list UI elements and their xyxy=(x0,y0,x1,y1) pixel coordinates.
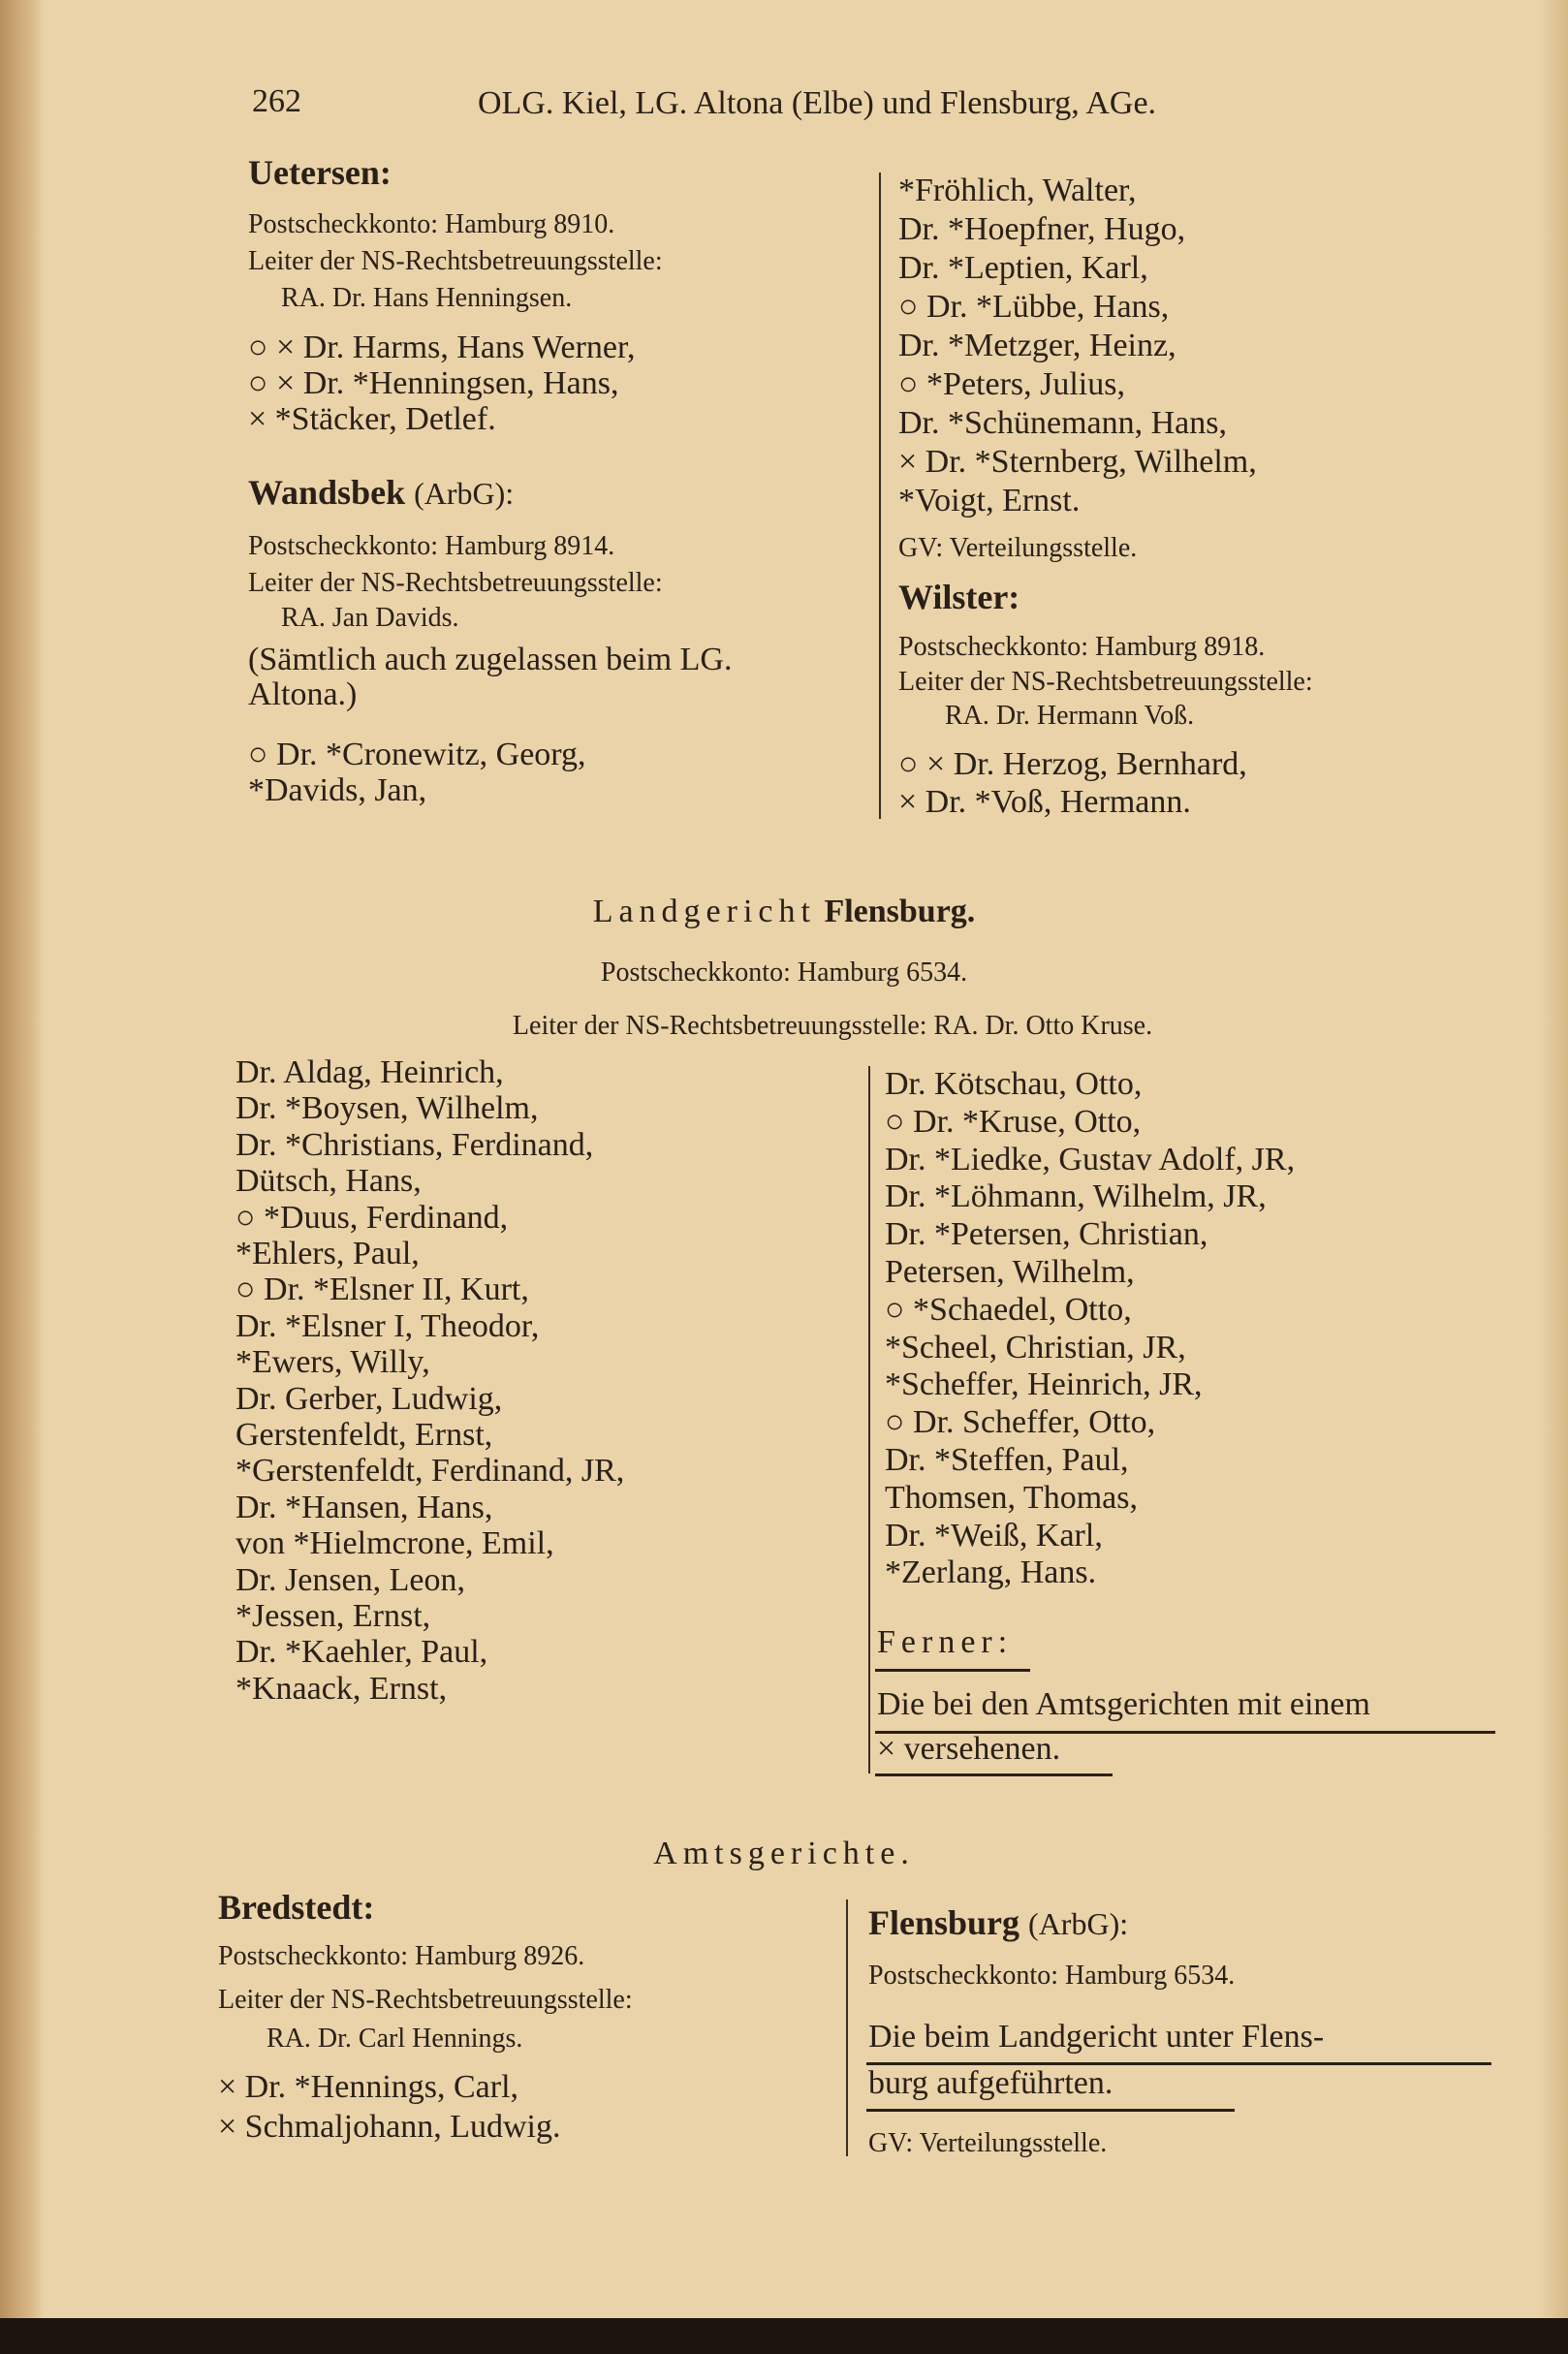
leiter-label-bredstedt: Leiter der NS-Rechtsbetreuungsstelle: xyxy=(218,1985,633,2015)
list-item: *Davids, Jan, xyxy=(248,772,427,808)
list-item: Dr. *Schünemann, Hans, xyxy=(898,405,1228,441)
list-item: Dr. Jensen, Leon, xyxy=(235,1561,466,1598)
list-item: × Schmaljohann, Ludwig. xyxy=(218,2109,561,2145)
running-title: OLG. Kiel, LG. Altona (Elbe) und Flensburg, AGe. xyxy=(478,85,1157,121)
ferner-underline xyxy=(875,1669,1030,1672)
list-item: Dr. *Liedke, Gustav Adolf, JR, xyxy=(885,1141,1296,1177)
leiter-name-uetersen: RA. Dr. Hans Henningsen. xyxy=(281,283,573,313)
list-item: × *Stäcker, Detlef. xyxy=(248,401,496,437)
leiter-label-uetersen: Leiter der NS-Rechtsbetreuungsstelle: xyxy=(248,246,663,276)
postscheck-landgericht: Postscheckkonto: Hamburg 6534. xyxy=(600,957,968,988)
list-item: Dr. *Weiß, Karl, xyxy=(885,1517,1103,1554)
list-item: *Ehlers, Paul, xyxy=(235,1236,420,1271)
list-item: Dütsch, Hans, xyxy=(235,1163,422,1200)
postscheck-bredstedt: Postscheckkonto: Hamburg 8926. xyxy=(218,1941,585,1971)
section-heading-uetersen: Uetersen: xyxy=(248,153,392,192)
note-line-2: Altona.) xyxy=(248,676,358,712)
title-name: Flensburg. xyxy=(824,894,976,929)
leiter-name-wilster: RA. Dr. Hermann Voß. xyxy=(945,701,1195,731)
column-divider-top xyxy=(879,173,881,819)
list-item: ○ *Duus, Ferdinand, xyxy=(235,1199,509,1236)
list-item: ○ × Dr. Herzog, Bernhard, xyxy=(898,746,1247,782)
list-item: Thomsen, Thomas, xyxy=(885,1479,1138,1516)
list-item: Dr. Gerber, Ludwig, xyxy=(235,1380,503,1417)
column-divider-middle xyxy=(868,1066,870,1773)
list-item: *Jessen, Ernst, xyxy=(235,1598,431,1634)
list-item: *Scheel, Christian, JR, xyxy=(885,1329,1186,1365)
leiter-landgericht: Leiter der NS-Rechtsbetreuungsstelle: RA. Dr. Otto Kruse. xyxy=(512,1011,1153,1041)
list-item: von *Hielmcrone, Emil, xyxy=(235,1525,554,1562)
flensburg-line-2-underline xyxy=(866,2109,1235,2112)
section-heading-flensburg xyxy=(868,1905,1128,1940)
list-item: *Zerlang, Hans. xyxy=(885,1554,1097,1591)
heading-suffix: (ArbG): xyxy=(1028,1906,1129,1941)
postscheck-uetersen: Postscheckkonto: Hamburg 8910. xyxy=(248,209,615,239)
list-item: ○ *Peters, Julius, xyxy=(898,366,1125,402)
list-item: Dr. *Löhmann, Wilhelm, JR, xyxy=(885,1178,1267,1215)
list-item: Dr. *Kaehler, Paul, xyxy=(235,1634,488,1671)
list-item: ○ Dr. *Lübbe, Hans, xyxy=(898,289,1170,325)
list-item: ○ Dr. *Elsner II, Kurt, xyxy=(235,1271,529,1308)
list-item: Petersen, Wilhelm, xyxy=(885,1254,1135,1290)
leiter-label-wandsbek: Leiter der NS-Rechtsbetreuungsstelle: xyxy=(248,568,663,598)
gv-note-wandsbek: GV: Verteilungsstelle. xyxy=(898,533,1138,563)
ferner-line-2-underline xyxy=(875,1773,1113,1776)
section-heading-wandsbek xyxy=(248,475,514,510)
list-item: Dr. *Hoepfner, Hugo, xyxy=(898,211,1186,247)
ferner-line-2: × versehenen. xyxy=(877,1731,1061,1767)
list-item: Dr. *Hansen, Hans, xyxy=(235,1489,493,1525)
list-item: *Voigt, Ernst. xyxy=(898,483,1081,518)
list-item: *Gerstenfeldt, Ferdinand, JR, xyxy=(235,1453,625,1490)
list-item: Dr. *Leptien, Karl, xyxy=(898,250,1148,286)
postscheck-flensburg: Postscheckkonto: Hamburg 6534. xyxy=(868,1961,1236,1991)
list-item: ○ × Dr. *Henningsen, Hans, xyxy=(248,365,619,401)
leiter-name-wandsbek: RA. Jan Davids. xyxy=(281,603,459,633)
list-item: ○ Dr. *Kruse, Otto, xyxy=(885,1103,1142,1140)
flensburg-line-1: Die beim Landgericht unter Flens- xyxy=(868,2019,1325,2055)
gv-note-flensburg: GV: Verteilungsstelle. xyxy=(868,2128,1108,2158)
page-edge-right xyxy=(1539,0,1568,2354)
list-item: Dr. *Boysen, Wilhelm, xyxy=(235,1090,539,1127)
list-item: ○ Dr. *Cronewitz, Georg, xyxy=(248,737,586,772)
list-item: × Dr. *Voß, Hermann. xyxy=(898,784,1191,820)
list-item: Dr. *Petersen, Christian, xyxy=(885,1216,1208,1253)
list-item: ○ *Schaedel, Otto, xyxy=(885,1291,1132,1328)
section-heading-wilster: Wilster: xyxy=(898,578,1020,616)
list-item: *Fröhlich, Walter, xyxy=(898,173,1137,208)
note-line-1: (Sämtlich auch zugelassen beim LG. xyxy=(248,642,733,677)
column-divider-bottom xyxy=(846,1899,848,2156)
scan-bottom-border xyxy=(0,2318,1568,2354)
list-item: *Ewers, Willy, xyxy=(235,1344,430,1381)
heading-name: Flensburg xyxy=(868,1903,1020,1942)
list-item: Dr. Kötschau, Otto, xyxy=(885,1066,1143,1102)
section-heading-bredstedt: Bredstedt: xyxy=(218,1888,375,1927)
page-edge-shadow xyxy=(0,0,45,2354)
leiter-label-wilster: Leiter der NS-Rechtsbetreuungsstelle: xyxy=(898,667,1313,697)
page-number: 262 xyxy=(252,83,301,119)
landgericht-title xyxy=(0,895,1568,928)
list-item: Gerstenfeldt, Ernst, xyxy=(235,1417,493,1453)
title-prefix: Landgericht xyxy=(592,894,816,929)
list-item: ○ Dr. Scheffer, Otto, xyxy=(885,1404,1156,1441)
list-item: Dr. *Metzger, Heinz, xyxy=(898,328,1176,363)
leiter-name-bredstedt: RA. Dr. Carl Hennings. xyxy=(267,2024,523,2054)
list-item: ○ × Dr. Harms, Hans Werner, xyxy=(248,330,636,365)
list-item: Dr. *Elsner I, Theodor, xyxy=(235,1307,540,1344)
amtsgerichte-heading: Amtsgerichte. xyxy=(653,1836,915,1871)
list-item: *Scheffer, Heinrich, JR, xyxy=(885,1366,1203,1403)
heading-name: Wandsbek xyxy=(248,473,406,512)
list-item: *Knaack, Ernst, xyxy=(235,1670,448,1707)
ferner-line-1: Die bei den Amtsgerichten mit einem xyxy=(877,1686,1370,1722)
list-item: × Dr. *Sternberg, Wilhelm, xyxy=(898,444,1257,480)
heading-suffix: (ArbG): xyxy=(414,476,515,511)
ferner-label: Ferner: xyxy=(877,1624,1014,1660)
flensburg-line-2: burg aufgeführten. xyxy=(868,2065,1113,2101)
postscheck-wilster: Postscheckkonto: Hamburg 8918. xyxy=(898,632,1266,662)
postscheck-wandsbek: Postscheckkonto: Hamburg 8914. xyxy=(248,531,615,561)
list-item: Dr. *Steffen, Paul, xyxy=(885,1442,1129,1478)
list-item: Dr. *Christians, Ferdinand, xyxy=(235,1126,594,1163)
list-item: × Dr. *Hennings, Carl, xyxy=(218,2069,519,2105)
list-item: Dr. Aldag, Heinrich, xyxy=(235,1054,504,1090)
